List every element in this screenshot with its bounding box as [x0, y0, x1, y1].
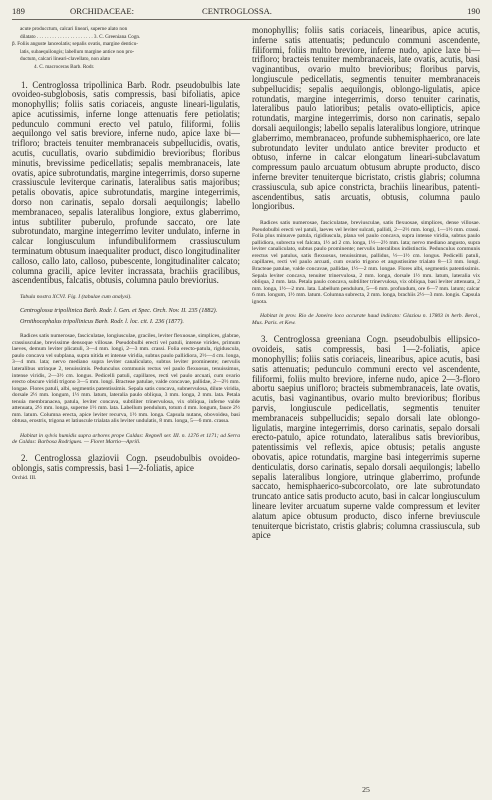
- species-key: [12, 26, 240, 71]
- page-number-left: 189: [12, 6, 25, 16]
- right-column: [252, 26, 480, 796]
- species-2-diagnosis-cont: monophyllis; foliis satis coriaceis, linearibus, apice acutis, inferne satis attenuatis; pedunculo communi ascendente, filiformi, foliis multo breviore, inferne nudo, apice laxe bi—trifloro; bracteis tenuiter membranaceis, late ovatis, acutis, basi vaginantibus, ovario multo brevioribus; floribus parvis, longiuscule pedicellatis, segmentis tenuiter membranaceis subpellucidis; sepalis aequilongis, oblongo-ligulatis, apice rotundatis, margine integerrimis, dorso tenuiter carinatis, lateralibus paulo latioribus; petalis ovato-ellipticis, apice rotundatis, margine integerrimis, dorso non carinatis, sepalo dorsali aequilongis; labello sepalis lateralibus longiore, utrinque glaberrimo, membranaceo, profunde subhemisphaerico, ore late subrotundato leviter undulato antice breviter producto et obtuso, inferne in calcar elongatum lineari-subclavatum compressum paulo arcuatum obtusum abrupte producto, disco inferne breviter tenuiterque bicristato, cristis glabris; columna crassiuscula, sub apice constricta, brachiis linearibus, patenti-ascendentibus, satis arcuatis, obtusis, columna paulo longioribus.: [252, 26, 480, 212]
- species-1-description: Radices satis numerosae, fasciculatae, longiusculae, graciles, leviter flexuosae, simplices, glabrae, crassiusculae, brevissime densoque villosae. Pseudobulbi erecti vel patuli, intense virides, primum laeves, demum leviter plicatuli, 3—4 mm. longi, 2—3 mm. crassi. Folia erecto-patula, rigiduscula, paulo concava vel subplana, supra nitida et intense viridia, subtus paulo pallidiora, 2½—4 cm. longa, 3—4 mm. lata; nervo mediano supra leviter canaliculato, subtus leviter prominente; nervulis lateralibus utrinque 2, tenuissimis. Pedunculus communis rectus vel paulo flexuosus, tenuissimus, intense viridis, 2—3½ cm. longus. Pedicelli patuli, capillares, recti vel paulo arcuati, cum ovario erecto obscure viridi trigono 3—5 mm. longi. Bracteae patulae, valde concavae, pallidae, 2—2½ mm. longae. Flores patuli, albi, segmentis patentissimis. Sepala satis concava, subnervulosa, dilute viridia, dorsale 2½ mm. longum, 1½ mm. latum, lateralia paulo obliqua, 3 mm. longa, 2 mm. lata. Petala tenuia membranacea, patula, leviter concava, subtiliter trinervulosa, vix obliqua, inferne valde attenuata, 2½ mm. longa, superne 1½ mm. lata. Labellum pendulum, totum 4 mm. longum, fauce 2½ mm. latum. Columna erecta, apice leviter recurva, 1½ mm. longa. Capsula nutans, obovoidea, basi obtusa, erostris, trigona et latiuscule trialata alis leviter undulatis, 8 mm. longa, 5—6 mm. crassa.: [12, 333, 240, 425]
- species-3-diagnosis: 3. Centroglossa greeniana Cogn. pseudobulbis ellipsico-ovoideis, satis compressis, basi 1—2-foliatis, apice monophyllis; foliis satis coriaceis, linearibus, apice acutis, basi satis attenuatis; pedunculo communi erecto vel ascendente, filiformi, foliis multo breviore, inferne nudo, apice 2—3-floro abortu saepius unifloro; bracteis submembranaceis, late ovatis, acutis, basi vaginantibus, ovario multo brevioribus; floribus parvis, longiuscule pedicellatis, segmentis tenuiter membranaceis subpellucidis; sepalo dorsali late oblongo-ligulatis, margine integerrimis, dorso carinatis, sepalo dorsali erecto-patulo, apice rotundato, lateralibus satis brevioribus, patentissimis vel reflexis, apice obtusis; petalis anguste obovatis, apice rotundatis, margine basi integerrimis superne denticulatis, dorso carinatis, sepalo dorsali aequilongis; labello sepalis lateralibus longiore, utrinque glaberrimo, profunde saccato, hemisphaerico-subcorcolato, ore late subrotundato truncato antice satis producto acuto, basi in calcar longiusculum lineare leviter arcuatum superne valde compressum et leviter alatum apice obtusum producto, disco inferne breviuscule tenuiterque bicristato, cristis glabris; columna crassiuscula, sub apice: [252, 334, 480, 541]
- running-header: [12, 6, 480, 20]
- page-number-right: 190: [467, 6, 480, 16]
- key-line: 4. C. macroceras Barb. Rodr.: [34, 63, 95, 70]
- key-line: dilatato . . . . . . . . . . . . . . . . . . . . . . 3. C. Greeniana Cogn.: [20, 33, 141, 40]
- key-line: latis, subaequilongis; labellum margine antice non pro-: [20, 48, 135, 55]
- key-line: ductum, calcari lineari-clavellato, non alato: [20, 56, 111, 62]
- key-line: β. Foliis anguste lanceolatis; sepalis ovatis, margine denticu-: [12, 41, 139, 47]
- species-1-habitat: Habitat in sylvis humidis supra arbores prope Caldas: Regnell ser. III. n. 1276 et 1171; ad Serra de Caldas: Barbosa Rodrigues. — Floret Martio—Aprili.: [12, 432, 240, 446]
- plate-reference: Tabula nostra XCVI. Fig. I (tabulae cum analysi).: [20, 294, 132, 301]
- running-title-left: ORCHIDACEAE:: [70, 6, 134, 16]
- species-2-habitat: Habitat in prov. Rio de Janeiro loco accurate haud indicato: Glaziou n. 17803 in herb. Berol., Mus. Paris. et Kew.: [252, 313, 480, 326]
- running-title-right: CENTROGLOSSA.: [202, 6, 272, 16]
- key-line: acute producctum, calcari lineari, superne alato non: [20, 26, 128, 32]
- signature-number: 25: [362, 785, 370, 794]
- synonym-1: Centroglossa tripollinica Barb. Rodr. l. Gen. et Spec. Orch. Nov. II. 235 (1882).: [20, 307, 218, 315]
- header-rule: [12, 19, 480, 20]
- species-1-diagnosis: 1. Centroglossa tripollinica Barb. Rodr. pseudobulbis late ovoideo-subglobosis, satis compressis, basi bifoliatis, apice monophyllis; foliis satis coriaceis, anguste lineari-ligulatis, apice acutissimis, inferne longe attenuatis fere petiolatis; pedunculo communi erecto vel patulo, filiformi, foliis aequilongo vel satis breviore, inferne nudo, apice laxe bi—trifloro; bracteis tenuiter membranaceis subpellucidis, ovatis, acutis, cucullatis, ovario subdimidio brevioribus; floribus minutis, brevissime pedicellatis; sepalis membranaceis, late ovatis, apice subrotundatis, margine integerrimis, dorso superne crassiuscule leviterque carinatis, lateralibus satis majoribus; petalis obovatis, apice subrotundatis, margine integerrimis, dorso non carinatis, sepalo dorsali aequilongis; labello membranaceo, sepalis lateralibus longiore, extus glaberrimo, intus subtiliter puberulo, profunde saccato, ore late subrotundato, margine integerrimo leviter undulato, inferne in calcar longiusculum infundibuliformem crassiusculum terminatum obtusum inaequaliter product, disco longitudinaliter calloso, callo lato, calloso, pubescente, longitudinaliter calcato; columna gracili, apice leviter incrassata, brachiis gracilibus, ascendentibus, falcatis, obtusis, columna paulo breviorius.: [12, 79, 240, 286]
- species-2-description: Radices satis numerosae, fasciculatae, breviusculae, satis flexuosae, simplices, dense villosae. Pseudobulbi erecti vel patuli, laeves vel leviter sulcati, pallidi, 2—2½ mm. longi, 1—1½ mm. crassi. Folia plus minusve patula, rigidiuscula, plana vel paulo concava, supra intense viridia, subtus paulo pallidiora, subrecta vel falcata, 1½ ad 2 cm. longa, 1½—2½ mm. lata; nervo mediano angusto, supra leviter canaliculato, subtus paulo prominente; nervulis lateralibus indistinctis. Pedunculus communis erectus vel patulus, satis flexuosus, tenuissimus, pallidus, ½—1½ cm. longus. Pedicelli patuli, capillares, recti vel paulo arcuati, cum ovario trigono et angustissime trialato 8—13 mm. longi. Bracteae patulae, valde concavae, pallidae, 1½—2 mm. longae. Flores albi, segmentis patentissimis. Sepala leviter concava, tenuiter trinervulosa, 2 mm. longa, dorsale 1½ mm. latum, lateralia vix obliqua, 2 mm. lata. Petala paulo concava, subtiliter trinervulosa, vix obliqua, basi leviter attenuata, 2 mm. longa, 1½—2 mm. lata. Labellum pendulum, 5—6 mm. profundum, ore 6—7 mm. latum; calcar 6 mm. longum, 1½ mm. latum. Columna subrecta, 2 mm. longa, brachiis 2½—3 mm. longis. Capsula ignota.: [252, 220, 480, 305]
- left-column: [12, 26, 240, 796]
- species-2-diagnosis-start: 2. Centroglossa glaziovii Cogn. pseudobulbis ovoideo-oblongis, satis compressis, basi 1—2-foliatis, apice: [12, 453, 240, 473]
- synonym-2: Ornithocephalus tripollinicus Barb. Rodr. l. loc. cit. I. 236 (1877).: [20, 317, 184, 325]
- signature-mark: Orchid. III.: [12, 474, 37, 481]
